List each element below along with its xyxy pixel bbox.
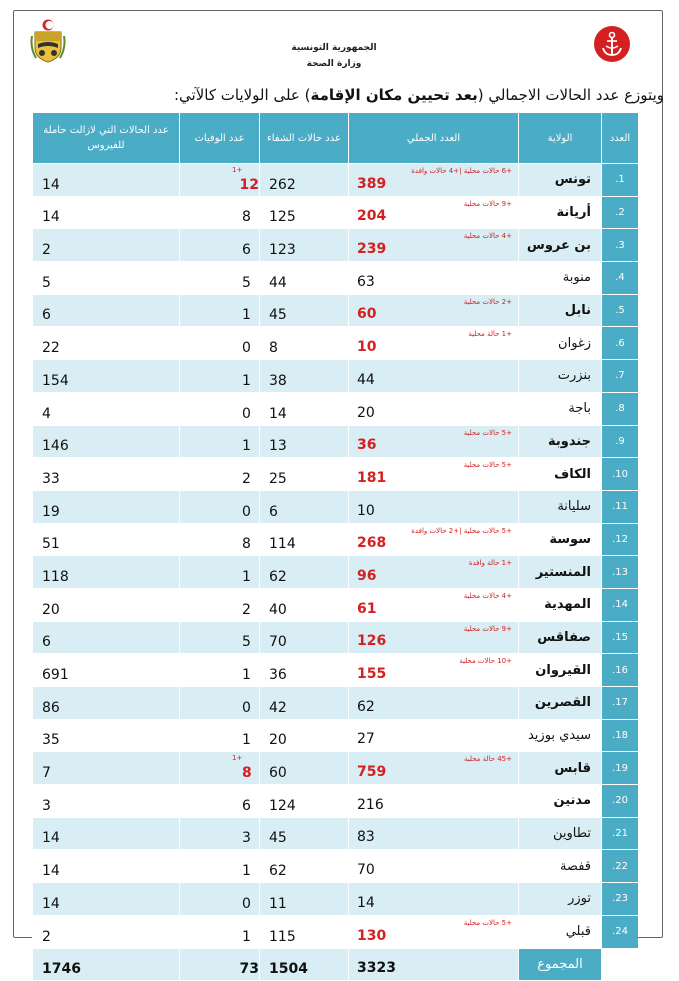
deaths-cell	[179, 295, 259, 328]
recovered-count: 60	[259, 752, 348, 785]
deaths-count: 1	[242, 307, 251, 324]
active-count: 118	[32, 556, 179, 589]
row-number: 22.	[601, 850, 638, 883]
new-cases-note: +5 حالات محلية	[463, 428, 512, 437]
table-row	[32, 622, 638, 655]
active-count: 19	[32, 491, 179, 524]
deaths-cell	[179, 752, 259, 785]
total-cases: 14	[357, 894, 375, 911]
deaths-cell	[179, 850, 259, 883]
table-row	[32, 164, 638, 197]
governorate-name: القصرين	[518, 687, 601, 720]
total-cases-cell	[348, 327, 518, 360]
total-cases-cell	[348, 654, 518, 687]
governorate-name: أريانة	[518, 197, 601, 230]
tunisia-coat-of-arms-icon	[30, 18, 66, 64]
col-header-active: عدد الحالات التي لازالت حاملة للفيروس	[32, 113, 179, 164]
total-cases: 155	[357, 666, 387, 682]
deaths-cell	[179, 654, 259, 687]
active-count: 6	[32, 295, 179, 328]
ministry-header	[284, 40, 384, 72]
table-row	[32, 556, 638, 589]
deaths-cell	[179, 524, 259, 557]
table-row	[32, 426, 638, 459]
row-number: 13.	[601, 556, 638, 589]
total-cases-cell	[348, 295, 518, 328]
col-header-total: العدد الجملي	[348, 113, 518, 164]
row-number: 6.	[601, 327, 638, 360]
recovered-count: 13	[259, 426, 348, 459]
table-row	[32, 262, 638, 295]
total-cases: 83	[357, 829, 375, 846]
row-number: 19.	[601, 752, 638, 785]
recovered-count: 45	[259, 818, 348, 851]
governorate-cases-table	[32, 113, 638, 981]
deaths-cell	[179, 327, 259, 360]
col-header-recovered: عدد حالات الشفاء	[259, 113, 348, 164]
active-count: 7	[32, 752, 179, 785]
deaths-count: 0	[242, 503, 251, 520]
recovered-count: 14	[259, 393, 348, 426]
active-count: 14	[32, 164, 179, 197]
row-number: 10.	[601, 458, 638, 491]
table-row	[32, 850, 638, 883]
total-cases: 36	[357, 437, 377, 454]
totals-blank	[601, 949, 638, 981]
governorate-name: صفاقس	[518, 622, 601, 655]
row-number: 16.	[601, 654, 638, 687]
recovered-count: 115	[259, 916, 348, 949]
total-cases-cell	[348, 916, 518, 949]
deaths-count: 1	[242, 732, 251, 749]
governorate-name: توزر	[518, 883, 601, 916]
total-cases-cell	[348, 491, 518, 524]
total-cases: 62	[357, 698, 375, 715]
recovered-count: 45	[259, 295, 348, 328]
deaths-cell	[179, 426, 259, 459]
governorate-name: قابس	[518, 752, 601, 785]
total-cases: 61	[357, 600, 377, 617]
deaths-count: 2	[242, 470, 251, 487]
active-count: 33	[32, 458, 179, 491]
new-deaths-note: +1	[232, 166, 243, 174]
table-row	[32, 458, 638, 491]
total-cases-cell	[348, 197, 518, 230]
deaths-cell	[179, 393, 259, 426]
total-cases-cell	[348, 360, 518, 393]
new-cases-note: +9 حالات محلية	[463, 199, 512, 208]
totals-label: المجموع	[518, 949, 601, 981]
governorate-name: المهدية	[518, 589, 601, 622]
total-cases: 63	[357, 273, 375, 290]
total-cases-cell	[348, 458, 518, 491]
table-row	[32, 785, 638, 818]
row-number: 4.	[601, 262, 638, 295]
table-row	[32, 524, 638, 557]
new-cases-note: +10 حالات محلية	[459, 657, 512, 666]
total-cases-cell	[348, 164, 518, 197]
deaths-count: 5	[242, 634, 251, 651]
row-number: 12.	[601, 524, 638, 557]
row-number: 23.	[601, 883, 638, 916]
governorate-name: سليانة	[518, 491, 601, 524]
total-cases: 44	[357, 371, 375, 388]
total-cases: 96	[357, 567, 377, 584]
deaths-count: 1	[242, 667, 251, 683]
total-cases: 204	[357, 208, 387, 225]
governorate-name: زغوان	[518, 327, 601, 360]
deaths-count: 0	[242, 405, 251, 422]
table-row	[32, 589, 638, 622]
total-cases: 126	[357, 633, 387, 650]
table-row	[32, 752, 638, 785]
active-count: 22	[32, 327, 179, 360]
total-cases: 20	[357, 404, 375, 421]
deaths-count: 1	[242, 372, 251, 389]
recovered-count: 125	[259, 197, 348, 230]
col-header-governorate: الولاية	[518, 113, 601, 164]
active-count: 14	[32, 818, 179, 851]
total-cases-cell	[348, 785, 518, 818]
total-cases: 10	[357, 502, 375, 519]
governorate-name: بن عروس	[518, 229, 601, 262]
table-row	[32, 720, 638, 753]
total-cases: 268	[357, 535, 387, 552]
total-cases-cell	[348, 524, 518, 557]
row-number: 20.	[601, 785, 638, 818]
row-number: 1.	[601, 164, 638, 197]
new-deaths-note: +1	[232, 754, 243, 763]
deaths-cell	[179, 589, 259, 622]
active-count: 5	[32, 262, 179, 295]
col-header-deaths: عدد الوفيات	[179, 113, 259, 164]
deaths-cell	[179, 883, 259, 916]
table-row	[32, 393, 638, 426]
row-number: 8.	[601, 393, 638, 426]
total-cases: 70	[357, 862, 375, 879]
active-count: 51	[32, 524, 179, 557]
total-cases-cell	[348, 850, 518, 883]
deaths-count: 6	[242, 797, 251, 814]
active-count: 86	[32, 687, 179, 720]
recovered-count: 123	[259, 229, 348, 262]
total-cases-cell	[348, 426, 518, 459]
recovered-count: 62	[259, 556, 348, 589]
deaths-count: 6	[242, 242, 251, 259]
governorate-name: تطاوين	[518, 818, 601, 851]
row-number: 17.	[601, 687, 638, 720]
deaths-count: 1	[242, 438, 251, 455]
active-count: 20	[32, 589, 179, 622]
deaths-cell	[179, 720, 259, 753]
total-cases: 759	[357, 764, 387, 781]
new-cases-note: +5 حالات محلية	[463, 918, 512, 927]
row-number: 2.	[601, 197, 638, 230]
table-row	[32, 916, 638, 949]
recovered-count: 40	[259, 589, 348, 622]
active-count: 2	[32, 916, 179, 949]
row-number: 9.	[601, 426, 638, 459]
heading-prefix: ويتوزع عدد الحالات الاجمالي (	[477, 86, 664, 104]
total-cases-cell	[348, 622, 518, 655]
deaths-count: 3	[242, 830, 251, 847]
deaths-count: 0	[242, 340, 251, 357]
governorate-name: تونس	[518, 164, 601, 197]
deaths-cell	[179, 818, 259, 851]
table-row	[32, 197, 638, 230]
active-count: 14	[32, 197, 179, 230]
total-cases-cell	[348, 883, 518, 916]
active-count: 4	[32, 393, 179, 426]
governorate-name: القيروان	[518, 654, 601, 687]
total-cases-cell	[348, 229, 518, 262]
new-cases-note: +4 حالات محلية	[463, 591, 512, 600]
active-count: 154	[32, 360, 179, 393]
totals-deaths: 73	[179, 949, 259, 981]
governorate-name: الكاف	[518, 458, 601, 491]
new-cases-note: +4 حالات محلية	[463, 232, 512, 241]
table-row	[32, 818, 638, 851]
recovered-count: 124	[259, 785, 348, 818]
total-cases: 181	[357, 469, 387, 486]
recovered-count: 6	[259, 491, 348, 524]
recovered-count: 44	[259, 262, 348, 295]
table-row	[32, 229, 638, 262]
deaths-count: 0	[242, 895, 251, 912]
deaths-count: 1	[242, 568, 251, 585]
row-number: 11.	[601, 491, 638, 524]
deaths-count: 5	[242, 274, 251, 291]
recovered-count: 38	[259, 360, 348, 393]
governorate-name: منوبة	[518, 262, 601, 295]
table-row	[32, 491, 638, 524]
col-header-num: العدد	[601, 113, 638, 164]
table-row	[32, 360, 638, 393]
total-cases: 27	[357, 731, 375, 748]
active-count: 14	[32, 850, 179, 883]
deaths-count: 1	[242, 863, 251, 880]
total-cases-cell	[348, 687, 518, 720]
row-number: 3.	[601, 229, 638, 262]
deaths-cell	[179, 164, 259, 197]
table-row	[32, 327, 638, 360]
deaths-cell	[179, 491, 259, 524]
deaths-cell	[179, 687, 259, 720]
deaths-cell	[179, 360, 259, 393]
deaths-cell	[179, 622, 259, 655]
table-row	[32, 295, 638, 328]
totals-row	[32, 949, 638, 981]
total-cases: 60	[357, 306, 377, 323]
recovered-count: 25	[259, 458, 348, 491]
new-cases-note: +1 حالة محلية	[468, 330, 512, 339]
recovered-count: 42	[259, 687, 348, 720]
row-number: 14.	[601, 589, 638, 622]
deaths-count: 8	[242, 765, 252, 782]
recovered-count: 20	[259, 720, 348, 753]
total-cases-cell	[348, 720, 518, 753]
new-cases-note: +5 حالات محلية |+2 حالات وافدة	[411, 526, 512, 535]
totals-active: 1746	[32, 949, 179, 981]
ministry-health-logo-icon	[592, 24, 632, 64]
active-count: 691	[32, 654, 179, 687]
row-number: 18.	[601, 720, 638, 753]
deaths-count: 2	[242, 601, 251, 618]
row-number: 21.	[601, 818, 638, 851]
table-header-row	[32, 113, 638, 164]
republic-label: الجمهورية التونسية	[291, 43, 377, 53]
deaths-cell	[179, 458, 259, 491]
row-number: 15.	[601, 622, 638, 655]
governorate-name: باجة	[518, 393, 601, 426]
heading-bold: بعد تحيين مكان الإقامة	[310, 86, 478, 104]
active-count: 14	[32, 883, 179, 916]
recovered-count: 8	[259, 327, 348, 360]
new-cases-note: +6 حالات محلية |+4 حالات وافدة	[411, 167, 512, 175]
governorate-name: سيدي بوزيد	[518, 720, 601, 753]
total-cases: 216	[357, 796, 384, 813]
new-cases-note: +2 حالات محلية	[463, 297, 512, 306]
deaths-cell	[179, 916, 259, 949]
active-count: 146	[32, 426, 179, 459]
total-cases-cell	[348, 818, 518, 851]
recovered-count: 36	[259, 654, 348, 687]
deaths-cell	[179, 785, 259, 818]
total-cases: 10	[357, 339, 377, 356]
table-row	[32, 654, 638, 687]
new-cases-note: +5 حالات محلية	[463, 461, 512, 470]
table-row	[32, 687, 638, 720]
deaths-count: 8	[242, 209, 251, 226]
governorate-name: نابل	[518, 295, 601, 328]
deaths-count: 8	[242, 536, 251, 553]
page-heading	[174, 86, 664, 104]
active-count: 3	[32, 785, 179, 818]
total-cases-cell	[348, 262, 518, 295]
active-count: 35	[32, 720, 179, 753]
total-cases-cell	[348, 393, 518, 426]
deaths-count: 1	[242, 928, 251, 945]
deaths-count: 0	[242, 699, 251, 716]
deaths-count: 12	[239, 176, 259, 193]
totals-total: 3323	[357, 959, 396, 976]
recovered-count: 70	[259, 622, 348, 655]
table-row	[32, 883, 638, 916]
governorate-name: قفصة	[518, 850, 601, 883]
deaths-cell	[179, 556, 259, 589]
heading-suffix: ) على الولايات كالآتي:	[174, 86, 311, 104]
row-number: 7.	[601, 360, 638, 393]
deaths-cell	[179, 262, 259, 295]
totals-total-cell	[348, 949, 518, 981]
recovered-count: 11	[259, 883, 348, 916]
total-cases-cell	[348, 556, 518, 589]
governorate-name: جندوبة	[518, 426, 601, 459]
row-number: 24.	[601, 916, 638, 949]
total-cases-cell	[348, 589, 518, 622]
governorate-name: بنزرت	[518, 360, 601, 393]
total-cases: 389	[357, 175, 387, 192]
recovered-count: 262	[259, 164, 348, 197]
row-number: 5.	[601, 295, 638, 328]
deaths-cell	[179, 197, 259, 230]
governorate-name: قبلي	[518, 916, 601, 949]
recovered-count: 62	[259, 850, 348, 883]
total-cases: 130	[357, 927, 387, 944]
new-cases-note: +9 حالات محلية	[463, 624, 512, 633]
new-cases-note: +1 حالة وافدة	[468, 559, 512, 568]
governorate-name: المنستير	[518, 556, 601, 589]
active-count: 6	[32, 622, 179, 655]
total-cases: 239	[357, 241, 387, 258]
total-cases-cell	[348, 752, 518, 785]
governorate-name: سوسة	[518, 524, 601, 557]
governorate-name: مدنين	[518, 785, 601, 818]
ministry-label: وزارة الصحة	[306, 59, 362, 69]
new-cases-note: +45 حالة محلية	[463, 755, 512, 764]
active-count: 2	[32, 229, 179, 262]
totals-recovered: 1504	[259, 949, 348, 981]
recovered-count: 114	[259, 524, 348, 557]
deaths-cell	[179, 229, 259, 262]
